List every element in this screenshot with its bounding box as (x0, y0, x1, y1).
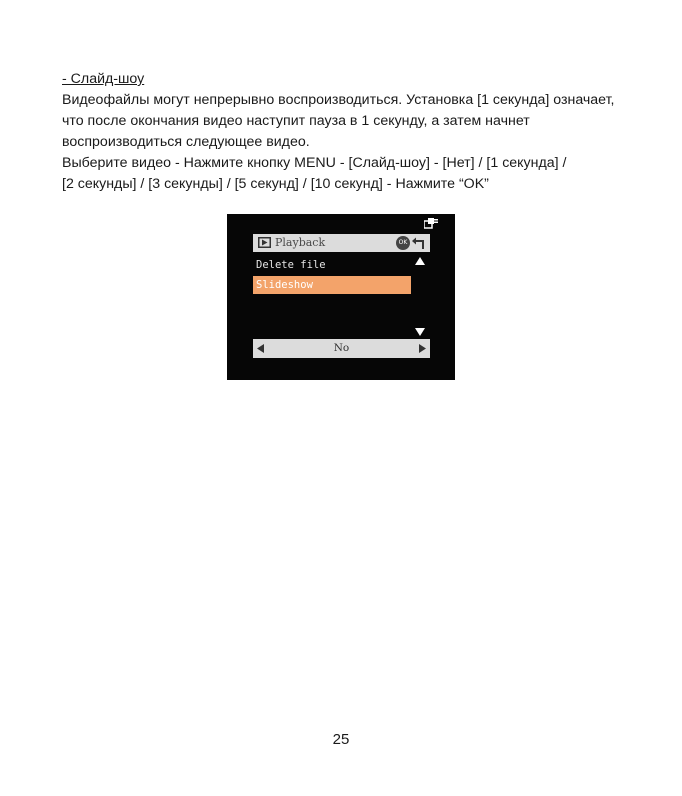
scroll-down-icon[interactable] (415, 328, 425, 336)
power-plug-icon (424, 217, 438, 229)
instruction-text (62, 69, 662, 195)
section-heading: - Слайд-шоу (62, 71, 145, 87)
selected-value: No (333, 342, 350, 354)
scroll-up-icon[interactable] (415, 257, 425, 265)
menu-item-slideshow[interactable]: Slideshow (253, 276, 411, 294)
paragraph-line: Выберите видео - Нажмите кнопку MENU - [Слайд-шоу] - [Нет] / [1 секунда] / (62, 155, 567, 171)
menu-title-bar (253, 234, 430, 252)
paragraph-line: воспроизводиться следующее видео. (62, 134, 310, 150)
paragraph-line: что после окончания видео наступит пауза в 1 секунду, а затем начнет (62, 113, 530, 129)
arrow-right-icon[interactable] (419, 344, 426, 353)
paragraph-line: Видеофайлы могут непрерывно воспроизводиться. Установка [1 секунда] означает, (62, 92, 615, 108)
back-arrow-icon[interactable] (412, 237, 425, 249)
play-icon (258, 237, 271, 248)
value-selector[interactable] (253, 339, 430, 358)
menu-title: Playback (275, 236, 326, 249)
paragraph-line: [2 секунды] / [3 секунды] / [5 секунд] / [10 секунд] - Нажмите “OK” (62, 176, 489, 192)
page-number: 25 (332, 731, 350, 748)
ok-button-icon[interactable]: OK (396, 236, 410, 250)
camera-screen (227, 214, 455, 380)
menu-item-delete-file[interactable]: Delete file (256, 259, 326, 271)
